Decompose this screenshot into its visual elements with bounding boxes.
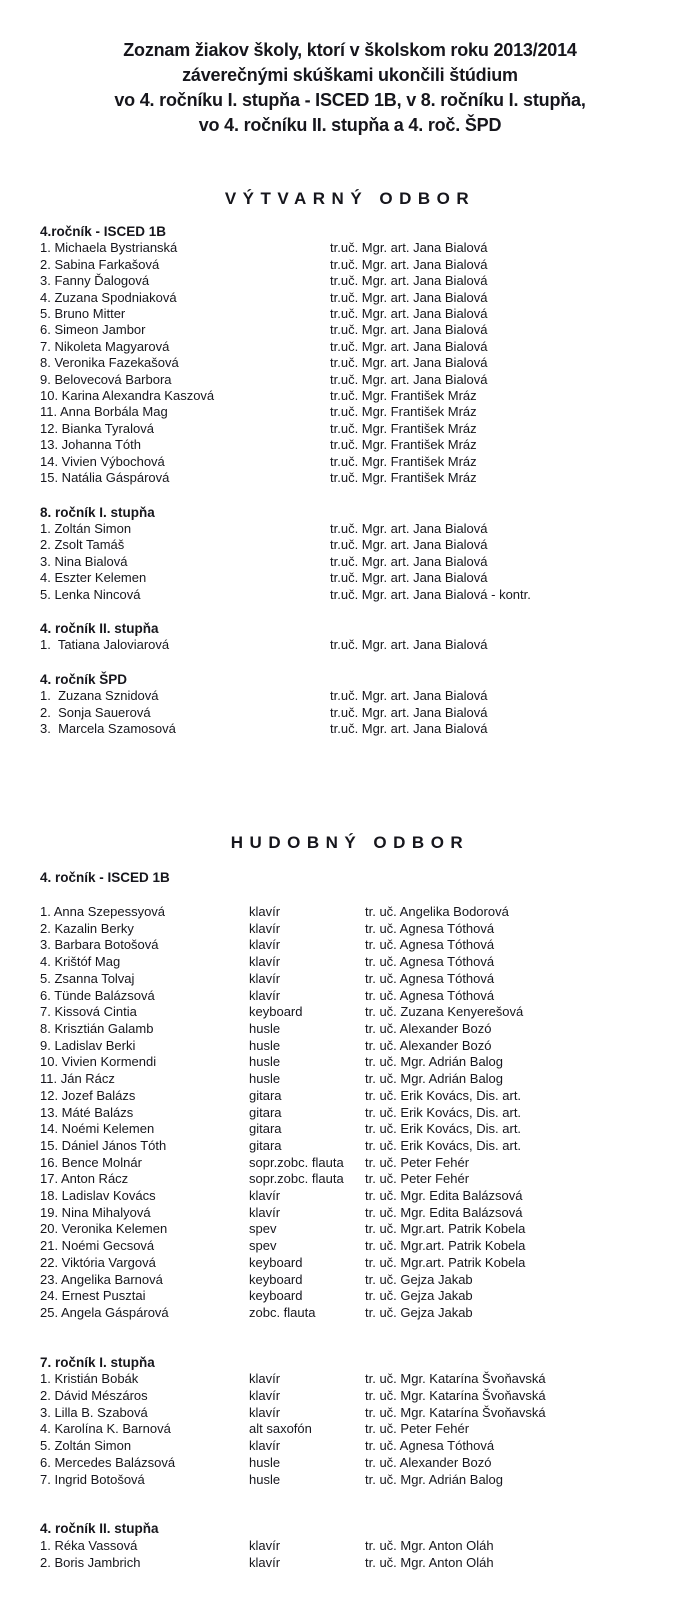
student-row xyxy=(40,1388,660,1405)
student-instrument: klavír xyxy=(249,1438,281,1454)
student-teacher: tr.uč. Mgr. art. Jana Bialová xyxy=(330,306,488,322)
student-teacher: tr. uč. Mgr. Adrián Balog xyxy=(365,1471,504,1487)
class-group-title: 7. ročník I. stupňa xyxy=(40,1354,155,1370)
student-row xyxy=(40,554,660,570)
student-row xyxy=(40,537,660,553)
student-teacher: tr.uč. Mgr. art. Jana Bialová xyxy=(330,688,488,704)
student-name: 5. Bruno Mitter xyxy=(40,306,126,322)
student-name: 10. Karina Alexandra Kaszová xyxy=(40,388,215,404)
student-name: 2. Boris Jambrich xyxy=(40,1554,141,1570)
student-row xyxy=(40,404,660,420)
student-row xyxy=(40,587,660,603)
student-name: 12. Bianka Tyralová xyxy=(40,420,154,436)
student-instrument: gitara xyxy=(249,1104,282,1120)
student-teacher: tr.uč. Mgr. art. Jana Bialová xyxy=(330,338,488,354)
student-instrument: spev xyxy=(249,1221,277,1237)
student-teacher: tr. uč. Mgr. Katarína Švoňavská xyxy=(365,1371,546,1387)
student-row xyxy=(40,1004,660,1021)
student-name: 25. Angela Gáspárová xyxy=(40,1304,169,1320)
student-instrument: klavír xyxy=(249,987,281,1003)
student-row xyxy=(40,1171,660,1188)
student-instrument: klavír xyxy=(249,970,281,986)
student-row xyxy=(40,421,660,437)
student-name: 7. Ingrid Botošová xyxy=(40,1471,145,1487)
student-name: 6. Simeon Jambor xyxy=(40,322,146,338)
student-name: 2. Sabina Farkašová xyxy=(40,256,160,272)
student-teacher: tr.uč. Mgr. art. Jana Bialová xyxy=(330,289,488,305)
student-name: 8. Krisztián Galamb xyxy=(40,1021,154,1036)
student-row xyxy=(40,1071,660,1088)
student-teacher: tr. uč. Agnesa Tóthová xyxy=(365,970,495,986)
student-row xyxy=(40,1538,660,1555)
student-row xyxy=(40,257,660,273)
student-row xyxy=(40,355,660,371)
student-instrument: klavír xyxy=(249,1404,281,1420)
student-name: 2. Sonja Sauerová xyxy=(40,704,151,720)
student-row xyxy=(40,1421,660,1438)
student-instrument: klavír xyxy=(249,1188,281,1204)
student-instrument: klavír xyxy=(249,904,281,920)
student-teacher: tr. uč. Mgr.art. Patrik Kobela xyxy=(365,1221,526,1237)
student-name: 14. Vivien Výbochová xyxy=(40,453,165,469)
student-row xyxy=(40,705,660,721)
student-teacher: tr. uč. Mgr. Katarína Švoňavská xyxy=(365,1388,546,1404)
student-name: 5. Zsanna Tolvaj xyxy=(40,970,135,986)
student-teacher: tr.uč. Mgr. art. Jana Bialová xyxy=(330,371,488,387)
student-row xyxy=(40,1405,660,1422)
student-row xyxy=(40,937,660,954)
student-name: 15. Natália Gáspárová xyxy=(40,470,170,486)
student-name: 14. Noémi Kelemen xyxy=(40,1121,155,1137)
student-rows xyxy=(40,637,660,653)
student-name: 15. Dániel János Tóth xyxy=(40,1137,167,1153)
student-row xyxy=(40,1188,660,1205)
student-teacher: tr.uč. Mgr. art. Jana Bialová xyxy=(330,322,488,338)
student-rows xyxy=(40,1538,660,1571)
student-row xyxy=(40,1272,660,1289)
student-teacher: tr. uč. Agnesa Tóthová xyxy=(365,987,495,1003)
student-name: 5. Lenka Nincová xyxy=(40,586,141,602)
student-name: 9. Ladislav Berki xyxy=(40,1037,136,1053)
student-teacher: tr. uč. Mgr.art. Patrik Kobela xyxy=(365,1238,526,1254)
student-teacher: tr. uč. Erik Kovács, Dis. art. xyxy=(365,1121,522,1137)
student-teacher: tr. uč. Mgr. Adrián Balog xyxy=(365,1054,504,1070)
student-teacher: tr.uč. Mgr. art. Jana Bialová xyxy=(330,256,488,272)
student-teacher: tr. uč. Erik Kovács, Dis. art. xyxy=(365,1104,522,1120)
class-group xyxy=(40,1521,660,1571)
student-row xyxy=(40,904,660,921)
student-teacher: tr.uč. Mgr. art. Jana Bialová xyxy=(330,537,488,553)
student-name: 11. Ján Rácz xyxy=(40,1071,115,1087)
student-teacher: tr.uč. Mgr. art. Jana Bialová xyxy=(330,355,488,371)
class-group xyxy=(40,621,660,654)
student-row xyxy=(40,273,660,289)
student-instrument: husle xyxy=(249,1454,281,1470)
student-instrument: zobc. flauta xyxy=(249,1304,316,1320)
page-title-line-3: vo 4. ročníku I. stupňa - ISCED 1B, v 8. ročníku I. stupňa, xyxy=(114,90,586,110)
student-name: 1. Zoltán Simon xyxy=(40,520,132,536)
music-section-groups xyxy=(40,870,660,1571)
student-row xyxy=(40,1054,660,1071)
student-rows xyxy=(40,688,660,737)
student-teacher: tr. uč. Agnesa Tóthová xyxy=(365,954,495,970)
student-name: 3. Fanny Ďalogová xyxy=(40,273,150,289)
student-name: 12. Jozef Balázs xyxy=(40,1087,136,1103)
student-name: 21. Noémi Gecsová xyxy=(40,1238,155,1254)
student-row xyxy=(40,570,660,586)
student-teacher: tr.uč. Mgr. František Mráz xyxy=(330,388,477,404)
student-instrument: sopr.zobc. flauta xyxy=(249,1154,344,1170)
student-teacher: tr. uč. Zuzana Kenyerešová xyxy=(365,1004,524,1020)
student-name: 6. Tünde Balázsová xyxy=(40,987,155,1003)
student-name: 4. Krištóf Mag xyxy=(40,954,121,970)
student-row xyxy=(40,437,660,453)
student-name: 1. Zuzana Sznidová xyxy=(40,688,159,704)
student-teacher: tr.uč. Mgr. art. Jana Bialová xyxy=(330,273,488,289)
student-teacher: tr.uč. Mgr. František Mráz xyxy=(330,470,477,486)
student-row xyxy=(40,454,660,470)
class-group-title: 4. ročník ŠPD xyxy=(40,671,128,687)
student-row xyxy=(40,372,660,388)
student-name: 13. Máté Balázs xyxy=(40,1104,134,1120)
art-section-heading: VÝTVARNÝ ODBOR xyxy=(224,189,476,208)
student-name: 3. Lilla B. Szabová xyxy=(40,1404,148,1420)
student-teacher: tr. uč. Peter Fehér xyxy=(365,1171,470,1187)
student-teacher: tr.uč. Mgr. František Mráz xyxy=(330,453,477,469)
student-row xyxy=(40,339,660,355)
student-row xyxy=(40,322,660,338)
student-row xyxy=(40,1121,660,1138)
student-instrument: husle xyxy=(249,1037,281,1053)
student-instrument: husle xyxy=(249,1054,281,1070)
student-row xyxy=(40,637,660,653)
student-row xyxy=(40,1472,660,1489)
student-teacher: tr.uč. Mgr. art. Jana Bialová xyxy=(330,520,488,536)
student-teacher: tr. uč. Erik Kovács, Dis. art. xyxy=(365,1137,522,1153)
student-instrument: alt saxofón xyxy=(249,1421,312,1437)
student-teacher: tr. uč. Angelika Bodorová xyxy=(365,904,509,920)
student-teacher: tr.uč. Mgr. art. Jana Bialová xyxy=(330,720,488,736)
student-name: 7. Nikoleta Magyarová xyxy=(40,338,170,354)
art-section-groups xyxy=(40,224,660,737)
student-teacher: tr. uč. Agnesa Tóthová xyxy=(365,1438,495,1454)
student-row xyxy=(40,1221,660,1238)
student-row xyxy=(40,688,660,704)
student-instrument: husle xyxy=(249,1071,281,1087)
student-name: 16. Bence Molnár xyxy=(40,1154,142,1170)
student-row xyxy=(40,470,660,486)
student-row xyxy=(40,521,660,537)
student-instrument: husle xyxy=(249,1471,281,1487)
student-instrument: gitara xyxy=(249,1121,282,1137)
student-teacher: tr.uč. Mgr. art. Jana Bialová xyxy=(330,240,488,256)
student-name: 2. Dávid Mészáros xyxy=(40,1388,148,1404)
music-section-heading: HUDOBNÝ ODBOR xyxy=(230,833,470,853)
student-teacher: tr. uč. Agnesa Tóthová xyxy=(365,937,495,953)
student-row xyxy=(40,954,660,971)
student-teacher: tr.uč. Mgr. František Mráz xyxy=(330,404,477,420)
student-instrument: klavír xyxy=(249,1388,281,1404)
student-row xyxy=(40,1138,660,1155)
class-group xyxy=(40,870,660,1321)
student-teacher: tr. uč. Alexander Bozó xyxy=(365,1021,492,1036)
student-name: 5. Zoltán Simon xyxy=(40,1438,132,1454)
student-rows xyxy=(40,521,660,603)
student-name: 17. Anton Rácz xyxy=(40,1171,129,1187)
student-row xyxy=(40,1438,660,1455)
student-name: 19. Nina Mihalyová xyxy=(40,1204,151,1220)
student-instrument: klavír xyxy=(249,1371,281,1387)
student-name: 3. Marcela Szamosová xyxy=(40,720,176,736)
student-name: 4. Zuzana Spodniaková xyxy=(40,289,177,305)
student-name: 11. Anna Borbála Mag xyxy=(40,404,168,420)
student-instrument: gitara xyxy=(249,1087,282,1103)
student-row xyxy=(40,1038,660,1055)
student-teacher: tr. uč. Agnesa Tóthová xyxy=(365,920,495,936)
student-row xyxy=(40,721,660,737)
student-instrument: sopr.zobc. flauta xyxy=(249,1171,344,1187)
student-instrument: klavír xyxy=(249,1537,281,1553)
class-group-title: 4.ročník - ISCED 1B xyxy=(40,224,167,239)
student-name: 1. Tatiana Jaloviarová xyxy=(40,637,170,653)
student-row xyxy=(40,290,660,306)
page-title-line-4: vo 4. ročníku II. stupňa a 4. roč. ŠPD xyxy=(198,115,502,135)
student-row xyxy=(40,306,660,322)
class-group xyxy=(40,505,660,603)
student-teacher: tr. uč. Mgr. Anton Oláh xyxy=(365,1554,494,1570)
student-row xyxy=(40,1255,660,1272)
student-teacher: tr. uč. Gejza Jakab xyxy=(365,1271,473,1287)
student-name: 7. Kissová Cintia xyxy=(40,1004,137,1020)
student-name: 1. Michaela Bystrianská xyxy=(40,240,178,256)
student-row xyxy=(40,240,660,256)
student-name: 2. Zsolt Tamáš xyxy=(40,537,125,553)
student-name: 6. Mercedes Balázsová xyxy=(40,1454,176,1470)
student-name: 1. Anna Szepessyová xyxy=(40,904,166,920)
student-name: 1. Kristián Bobák xyxy=(40,1371,139,1387)
student-name: 1. Réka Vassová xyxy=(40,1537,138,1553)
class-group xyxy=(40,1355,660,1489)
student-rows xyxy=(40,240,660,486)
student-name: 4. Eszter Kelemen xyxy=(40,570,147,586)
page-title-line-1: Zoznam žiakov školy, ktorí v školskom roku 2013/2014 xyxy=(123,40,577,60)
student-instrument: gitara xyxy=(249,1137,282,1153)
student-rows xyxy=(40,1371,660,1488)
student-name: 18. Ladislav Kovács xyxy=(40,1188,156,1204)
student-name: 10. Vivien Kormendi xyxy=(40,1054,157,1070)
student-instrument: spev xyxy=(249,1238,277,1254)
student-name: 8. Veronika Fazekašová xyxy=(40,355,179,371)
student-teacher: tr.uč. Mgr. art. Jana Bialová xyxy=(330,637,488,653)
student-teacher: tr. uč. Alexander Bozó xyxy=(365,1037,492,1053)
student-name: 9. Belovecová Barbora xyxy=(40,371,172,387)
student-instrument: husle xyxy=(249,1021,281,1036)
student-teacher: tr. uč. Mgr. Adrián Balog xyxy=(365,1071,504,1087)
student-teacher: tr. uč. Gejza Jakab xyxy=(365,1304,473,1320)
student-row xyxy=(40,1371,660,1388)
class-group xyxy=(40,224,660,487)
student-row xyxy=(40,1021,660,1038)
student-name: 2. Kazalin Berky xyxy=(40,920,134,936)
student-instrument: keyboard xyxy=(249,1254,303,1270)
student-teacher: tr. uč. Mgr. Katarína Švoňavská xyxy=(365,1404,546,1420)
student-teacher: tr. uč. Erik Kovács, Dis. art. xyxy=(365,1087,522,1103)
student-name: 3. Barbara Botošová xyxy=(40,937,159,953)
student-row xyxy=(40,1305,660,1322)
student-name: 4. Karolína K. Barnová xyxy=(40,1421,171,1437)
student-teacher: tr.uč. Mgr. art. Jana Bialová xyxy=(330,704,488,720)
student-name: 3. Nina Bialová xyxy=(40,553,128,569)
page-title-line-2: záverečnými skúškami ukončili štúdium xyxy=(182,65,518,85)
class-group-title: 8. ročník I. stupňa xyxy=(40,504,155,520)
student-instrument: klavír xyxy=(249,937,281,953)
student-row xyxy=(40,1555,660,1572)
student-row xyxy=(40,1238,660,1255)
student-row xyxy=(40,971,660,988)
student-teacher: tr. uč. Peter Fehér xyxy=(365,1421,470,1437)
student-teacher: tr. uč. Mgr. Anton Oláh xyxy=(365,1537,494,1553)
student-name: 22. Viktória Vargová xyxy=(40,1254,156,1270)
student-teacher: tr.uč. Mgr. František Mráz xyxy=(330,420,477,436)
class-group-title: 4. ročník II. stupňa xyxy=(40,1521,159,1537)
student-teacher: tr.uč. Mgr. František Mráz xyxy=(330,437,477,453)
student-instrument: keyboard xyxy=(249,1004,303,1020)
student-row xyxy=(40,1155,660,1172)
student-row xyxy=(40,921,660,938)
student-row xyxy=(40,1288,660,1305)
student-row xyxy=(40,1105,660,1122)
student-row xyxy=(40,1205,660,1222)
student-row xyxy=(40,1088,660,1105)
class-group xyxy=(40,672,660,738)
student-name: 13. Johanna Tóth xyxy=(40,437,141,453)
student-teacher: tr. uč. Mgr.art. Patrik Kobela xyxy=(365,1254,526,1270)
student-instrument: klavír xyxy=(249,920,281,936)
student-row xyxy=(40,388,660,404)
class-group-title: 4. ročník II. stupňa xyxy=(40,620,159,636)
student-teacher: tr.uč. Mgr. art. Jana Bialová - kontr. xyxy=(330,586,531,602)
student-instrument: klavír xyxy=(249,1554,281,1570)
student-teacher: tr. uč. Mgr. Edita Balázsová xyxy=(365,1204,523,1220)
class-group-title: 4. ročník - ISCED 1B xyxy=(40,870,170,886)
student-teacher: tr.uč. Mgr. art. Jana Bialová xyxy=(330,570,488,586)
student-teacher: tr. uč. Gejza Jakab xyxy=(365,1288,473,1304)
student-instrument: klavír xyxy=(249,954,281,970)
student-teacher: tr. uč. Peter Fehér xyxy=(365,1154,470,1170)
student-instrument: klavír xyxy=(249,1204,281,1220)
student-row xyxy=(40,988,660,1005)
student-row xyxy=(40,1455,660,1472)
student-name: 23. Angelika Barnová xyxy=(40,1271,163,1287)
student-instrument: keyboard xyxy=(249,1271,303,1287)
student-teacher: tr.uč. Mgr. art. Jana Bialová xyxy=(330,553,488,569)
student-name: 20. Veronika Kelemen xyxy=(40,1221,168,1237)
student-instrument: keyboard xyxy=(249,1288,303,1304)
student-name: 24. Ernest Pusztai xyxy=(40,1288,146,1304)
student-rows xyxy=(40,904,660,1322)
student-teacher: tr. uč. Mgr. Edita Balázsová xyxy=(365,1188,523,1204)
page-title xyxy=(40,38,660,138)
student-teacher: tr. uč. Alexander Bozó xyxy=(365,1454,492,1470)
